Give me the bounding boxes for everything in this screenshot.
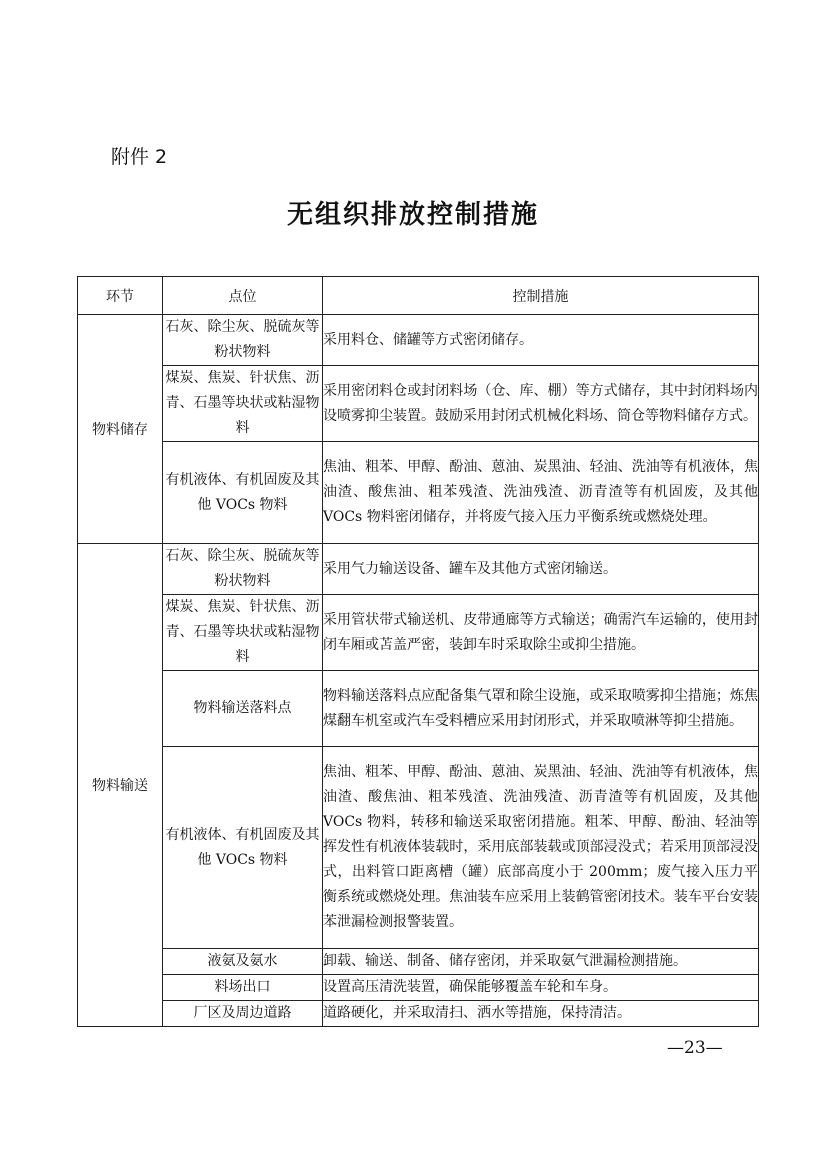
page-title: 无组织排放控制措施 (286, 200, 539, 230)
stage-cell: 物料储存 (78, 315, 163, 544)
point-cell: 有机液体、有机固废及其他 VOCs 物料 (163, 747, 323, 949)
measure-cell: 采用密闭料仓或封闭料场（仓、库、棚）等方式储存，其中封闭料场内设喷雾抑尘装置。鼓励采用封闭式机械化料场、筒仓等物料储存方式。 (323, 366, 759, 442)
measure-cell: 焦油、粗苯、甲醇、酚油、蒽油、炭黑油、轻油、洗油等有机液体，焦油渣、酸焦油、粗苯残渣、洗油残渣、沥青渣等有机固废，及其他 VOCs 物料，转移和输送采取密闭措施。粗苯、甲醇、酚油、轻油等挥发性有机液体装载时，采用底部装载或顶部浸没式；若采用顶部浸没式，出料管口距离槽（罐）底部高度小于 200mm；废气接入压力平衡系统或燃烧处理。焦油装车应采用上装鹤管密闭技术。装车平台安装苯泄漏检测报警装置。 (323, 747, 759, 949)
point-cell: 物料输送落料点 (163, 671, 323, 747)
attachment-label: 附件 2 (111, 146, 168, 168)
measure-cell: 物料输送落料点应配备集气罩和除尘设施，或采取喷雾抑尘措施；炼焦煤翻车机室或汽车受料槽应采用封闭形式，并采取喷淋等抑尘措施。 (323, 671, 759, 747)
point-cell: 料场出口 (163, 975, 323, 1001)
control-measures-table (77, 276, 759, 1027)
stage-cell: 物料输送 (78, 544, 163, 1027)
table-row (78, 671, 759, 747)
measure-cell: 设置高压清洗装置，确保能够覆盖车轮和车身。 (323, 975, 759, 1001)
table-row (78, 975, 759, 1001)
measure-cell: 焦油、粗苯、甲醇、酚油、蒽油、炭黑油、轻油、洗油等有机液体，焦油渣、酸焦油、粗苯残渣、洗油残渣、沥青渣等有机固废，及其他 VOCs 物料密闭储存，并将废气接入压力平衡系统或燃烧处理。 (323, 442, 759, 544)
table-row (78, 747, 759, 949)
point-cell: 石灰、除尘灰、脱硫灰等粉状物料 (163, 315, 323, 366)
table-row (78, 442, 759, 544)
table-row (78, 595, 759, 671)
measure-cell: 采用气力输送设备、罐车及其他方式密闭输送。 (323, 544, 759, 595)
table-row (78, 544, 759, 595)
table-row (78, 1001, 759, 1027)
header-stage: 环节 (78, 277, 163, 315)
point-cell: 有机液体、有机固废及其他 VOCs 物料 (163, 442, 323, 544)
point-cell: 液氨及氨水 (163, 949, 323, 975)
measure-cell: 采用管状带式输送机、皮带通廊等方式输送；确需汽车运输的，使用封闭车厢或苫盖严密，装卸车时采取除尘或抑尘措施。 (323, 595, 759, 671)
point-cell: 石灰、除尘灰、脱硫灰等粉状物料 (163, 544, 323, 595)
point-cell: 煤炭、焦炭、针状焦、沥青、石墨等块状或粘湿物料 (163, 595, 323, 671)
point-cell: 厂区及周边道路 (163, 1001, 323, 1027)
measure-cell: 采用料仓、储罐等方式密闭储存。 (323, 315, 759, 366)
header-point: 点位 (163, 277, 323, 315)
measure-cell: 卸载、输送、制备、储存密闭，并采取氨气泄漏检测措施。 (323, 949, 759, 975)
point-cell: 煤炭、焦炭、针状焦、沥青、石墨等块状或粘湿物料 (163, 366, 323, 442)
measure-cell: 道路硬化，并采取清扫、洒水等措施，保持清洁。 (323, 1001, 759, 1027)
table-row (78, 949, 759, 975)
table-header-row (78, 277, 759, 315)
header-measure: 控制措施 (323, 277, 759, 315)
table-row (78, 366, 759, 442)
page-number: —23— (667, 1038, 723, 1058)
table-row (78, 315, 759, 366)
